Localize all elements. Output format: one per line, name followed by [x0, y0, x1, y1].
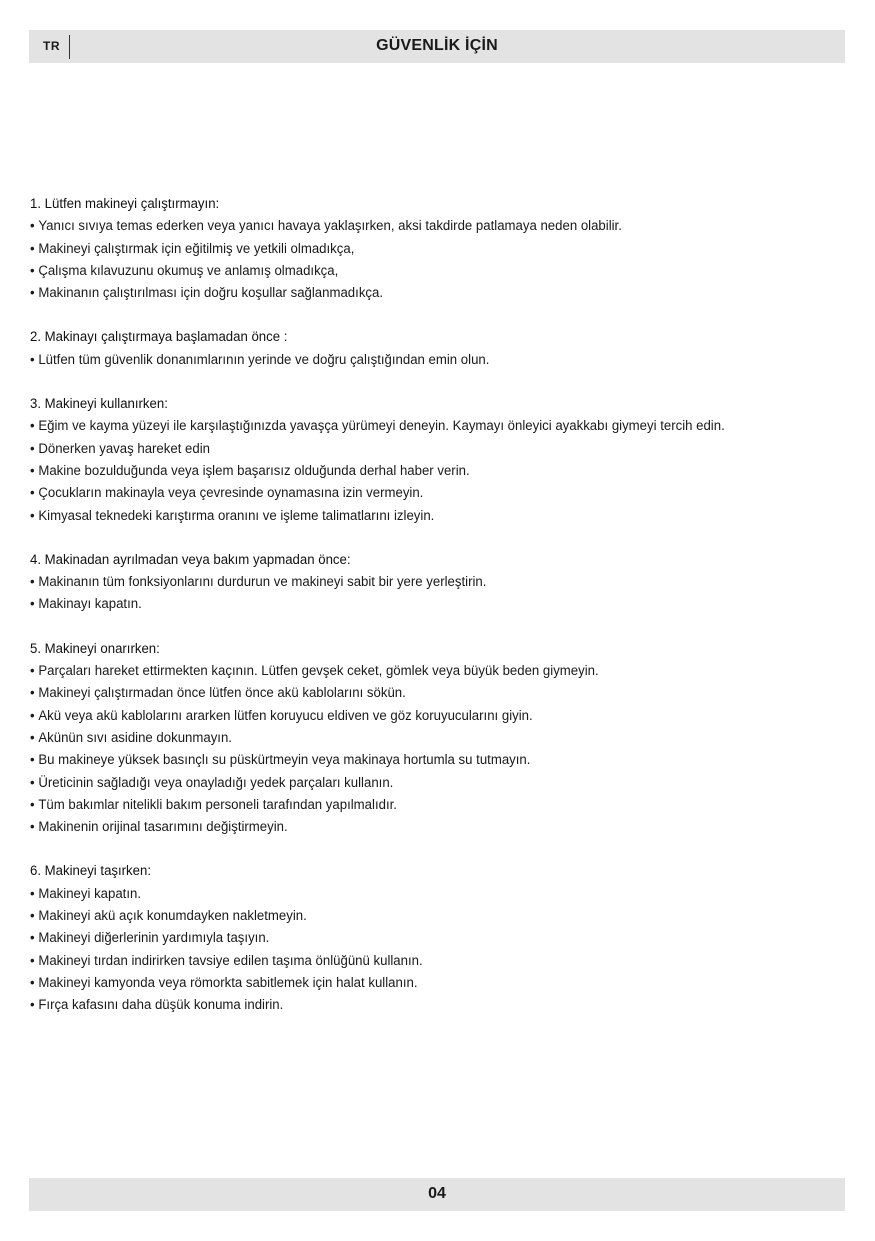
safety-section: [30, 393, 774, 527]
section-title: 1. Lütfen makineyi çalıştırmayın:: [30, 196, 220, 212]
page-header: [29, 30, 845, 63]
safety-section: [30, 193, 774, 304]
section-title: 6. Makineyi taşırken:: [30, 863, 152, 880]
safety-section: [30, 860, 774, 1016]
bullet-item: • Makineyi akü açık konumdayken nakletmeyin.: [30, 905, 774, 927]
bullet-item: • Çalışma kılavuzunu okumuş ve anlamış olmadıkça,: [30, 260, 774, 282]
bullet-item: • Çocukların makinayla veya çevresinde oynamasına izin vermeyin.: [30, 482, 774, 504]
bullet-item: • Makinayı kapatın.: [30, 593, 774, 615]
bullet-item: • Akünün sıvı asidine dokunmayın.: [30, 727, 774, 749]
bullet-item: • Makinenin orijinal tasarımını değiştirmeyin.: [30, 816, 774, 838]
bullet-item: • Lütfen tüm güvenlik donanımlarının yerinde ve doğru çalıştığından emin olun.: [30, 349, 774, 371]
page-footer: [29, 1178, 845, 1211]
safety-section: [30, 549, 774, 616]
bullet-item: • Üreticinin sağladığı veya onayladığı yedek parçaları kullanın.: [30, 772, 774, 794]
bullet-item: • Akü veya akü kablolarını ararken lütfen koruyucu eldiven ve göz koruyucularını giyin.: [30, 705, 774, 727]
bullet-item: • Fırça kafasını daha düşük konuma indirin.: [30, 994, 774, 1016]
section-title: 4. Makinadan ayrılmadan veya bakım yapmadan önce:: [30, 551, 351, 568]
bullet-item: • Bu makineye yüksek basınçlı su püskürtmeyin veya makinaya hortumla su tutmayın.: [30, 749, 774, 771]
bullet-item: • Makineyi çalıştırmadan önce lütfen önce akü kablolarını sökün.: [30, 682, 774, 704]
bullet-item: • Makinanın çalıştırılması için doğru koşullar sağlanmadıkça.: [30, 282, 774, 304]
bullet-item: • Parçaları hareket ettirmekten kaçının. Lütfen gevşek ceket, gömlek veya büyük beden giymeyin.: [30, 660, 774, 682]
bullet-item: • Yanıcı sıvıya temas ederken veya yanıcı havaya yaklaşırken, aksi takdirde patlamaya neden olabilir.: [30, 215, 774, 237]
section-title: 5. Makineyi onarırken:: [30, 640, 160, 657]
bullet-item: • Kimyasal teknedeki karıştırma oranını ve işleme talimatlarını izleyin.: [30, 505, 774, 527]
safety-section: [30, 638, 774, 839]
bullet-item: • Tüm bakımlar nitelikli bakım personeli tarafından yapılmalıdır.: [30, 794, 774, 816]
section-title: 3. Makineyi kullanırken:: [30, 396, 168, 413]
bullet-item: • Makine bozulduğunda veya işlem başarısız olduğunda derhal haber verin.: [30, 460, 774, 482]
safety-section: [30, 326, 774, 371]
page-number: 04: [428, 1185, 446, 1202]
bullet-item: • Makineyi çalıştırmak için eğitilmiş ve yetkili olmadıkça,: [30, 238, 774, 260]
bullet-item: • Dönerken yavaş hareket edin: [30, 438, 774, 460]
section-title: 2. Makinayı çalıştırmaya başlamadan önce :: [30, 329, 288, 346]
bullet-item: • Makineyi kapatın.: [30, 883, 774, 905]
bullet-item: • Makineyi diğerlerinin yardımıyla taşıyın.: [30, 927, 774, 949]
page-title: GÜVENLİK İÇİN: [376, 37, 498, 54]
bullet-item: • Makineyi tırdan indirirken tavsiye edilen taşıma önlüğünü kullanın.: [30, 950, 774, 972]
safety-content: [30, 193, 774, 1039]
bullet-item: • Makinanın tüm fonksiyonlarını durdurun ve makineyi sabit bir yere yerleştirin.: [30, 571, 774, 593]
bullet-item: • Eğim ve kayma yüzeyi ile karşılaştığınızda yavaşça yürümeyi deneyin. Kaymayı önleyici ayakkabı giymeyi tercih edin.: [30, 415, 774, 437]
bullet-item: • Makineyi kamyonda veya römorkta sabitlemek için halat kullanın.: [30, 972, 774, 994]
language-code: TR: [43, 39, 60, 53]
